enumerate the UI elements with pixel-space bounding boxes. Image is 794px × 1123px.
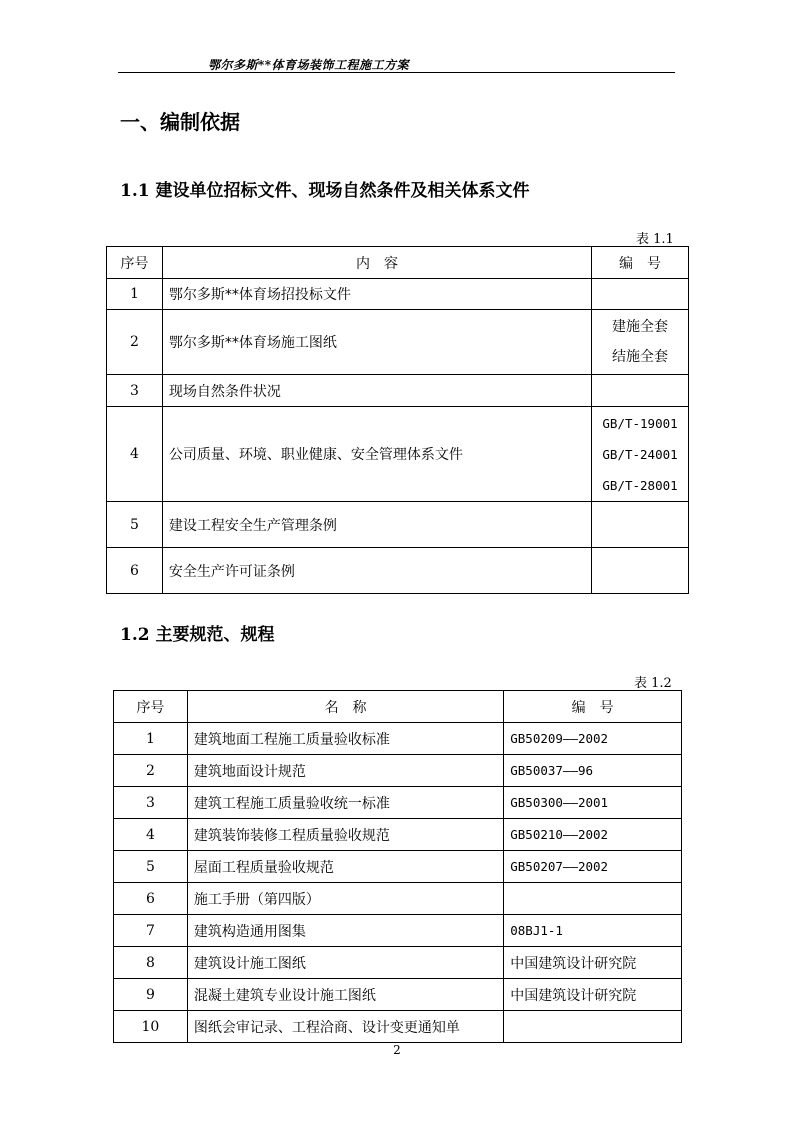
column-header-content: 内 容 [162,247,591,279]
row-content: 鄂尔多斯**体育场施工图纸 [162,310,591,375]
row-code [504,1011,682,1043]
row-name: 建筑装饰装修工程质量验收规范 [187,819,503,851]
row-name: 图纸会审记录、工程洽商、设计变更通知单 [187,1011,503,1043]
table-row [114,883,682,915]
column-header-name: 名 称 [187,691,503,723]
row-code: GB50209——2002 [504,723,682,755]
row-content: 安全生产许可证条例 [162,548,591,594]
row-code [592,502,689,548]
row-index: 2 [107,310,163,375]
row-code: 中国建筑设计研究院 [504,979,682,1011]
row-code [592,548,689,594]
row-code: GB50037——96 [504,755,682,787]
column-header-index: 序号 [107,247,163,279]
header-rule [118,72,675,73]
row-code: 中国建筑设计研究院 [504,947,682,979]
row-code: GB50300——2001 [504,787,682,819]
row-index: 4 [114,819,188,851]
row-name: 屋面工程质量验收规范 [187,851,503,883]
table-row [114,979,682,1011]
row-name: 建筑工程施工质量验收统一标准 [187,787,503,819]
row-code: 08BJ1-1 [504,915,682,947]
table-caption-1-1: 表 1.1 [636,232,674,247]
table-row [107,310,689,375]
row-index: 3 [114,787,188,819]
row-code [592,279,689,310]
row-content: 公司质量、环境、职业健康、安全管理体系文件 [162,407,591,502]
standards-table [113,690,682,1043]
row-name: 建筑构造通用图集 [187,915,503,947]
code-line: GB/T-24001 [602,446,678,462]
row-code [592,375,689,407]
table-row [114,1011,682,1043]
table-row [114,755,682,787]
column-header-code: 编 号 [592,247,689,279]
row-index: 1 [114,723,188,755]
table-row [107,502,689,548]
row-code: GB50210——2002 [504,819,682,851]
row-code [592,407,689,502]
table-row [114,819,682,851]
table-row [114,851,682,883]
row-content: 建设工程安全生产管理条例 [162,502,591,548]
table-row [114,947,682,979]
column-header-index: 序号 [114,691,188,723]
row-code [504,883,682,915]
subsection-heading-1-2: 1.2 主要规范、规程 [120,625,275,645]
row-code [592,310,689,375]
row-index: 3 [107,375,163,407]
table-row [107,407,689,502]
code-line: GB/T-28001 [602,477,678,493]
row-name: 施工手册（第四版） [187,883,503,915]
table-row [114,787,682,819]
table-row [114,723,682,755]
table-caption-1-2: 表 1.2 [634,676,672,691]
row-index: 1 [107,279,163,310]
row-name: 混凝土建筑专业设计施工图纸 [187,979,503,1011]
column-header-code: 编 号 [504,691,682,723]
table-row [107,548,689,594]
row-name: 建筑地面设计规范 [187,755,503,787]
row-index: 5 [107,502,163,548]
row-index: 6 [107,548,163,594]
document-header-title: 鄂尔多斯**体育场装饰工程施工方案 [208,58,410,72]
code-line: GB/T-19001 [602,415,678,431]
table-row [107,375,689,407]
row-index: 10 [114,1011,188,1043]
table-row [107,279,689,310]
row-index: 2 [114,755,188,787]
page-number: 2 [393,1043,401,1057]
row-index: 5 [114,851,188,883]
row-index: 9 [114,979,188,1011]
code-line: 建施全套 [612,319,669,335]
row-index: 7 [114,915,188,947]
section-heading: 一、编制依据 [120,110,240,134]
basis-documents-table [106,246,689,594]
row-content: 鄂尔多斯**体育场招投标文件 [162,279,591,310]
row-index: 6 [114,883,188,915]
row-content: 现场自然条件状况 [162,375,591,407]
row-index: 4 [107,407,163,502]
row-name: 建筑设计施工图纸 [187,947,503,979]
code-line: 结施全套 [612,349,669,365]
row-name: 建筑地面工程施工质量验收标准 [187,723,503,755]
row-index: 8 [114,947,188,979]
table-row [114,915,682,947]
row-code: GB50207——2002 [504,851,682,883]
subsection-heading-1-1: 1.1 建设单位招标文件、现场自然条件及相关体系文件 [120,181,530,201]
